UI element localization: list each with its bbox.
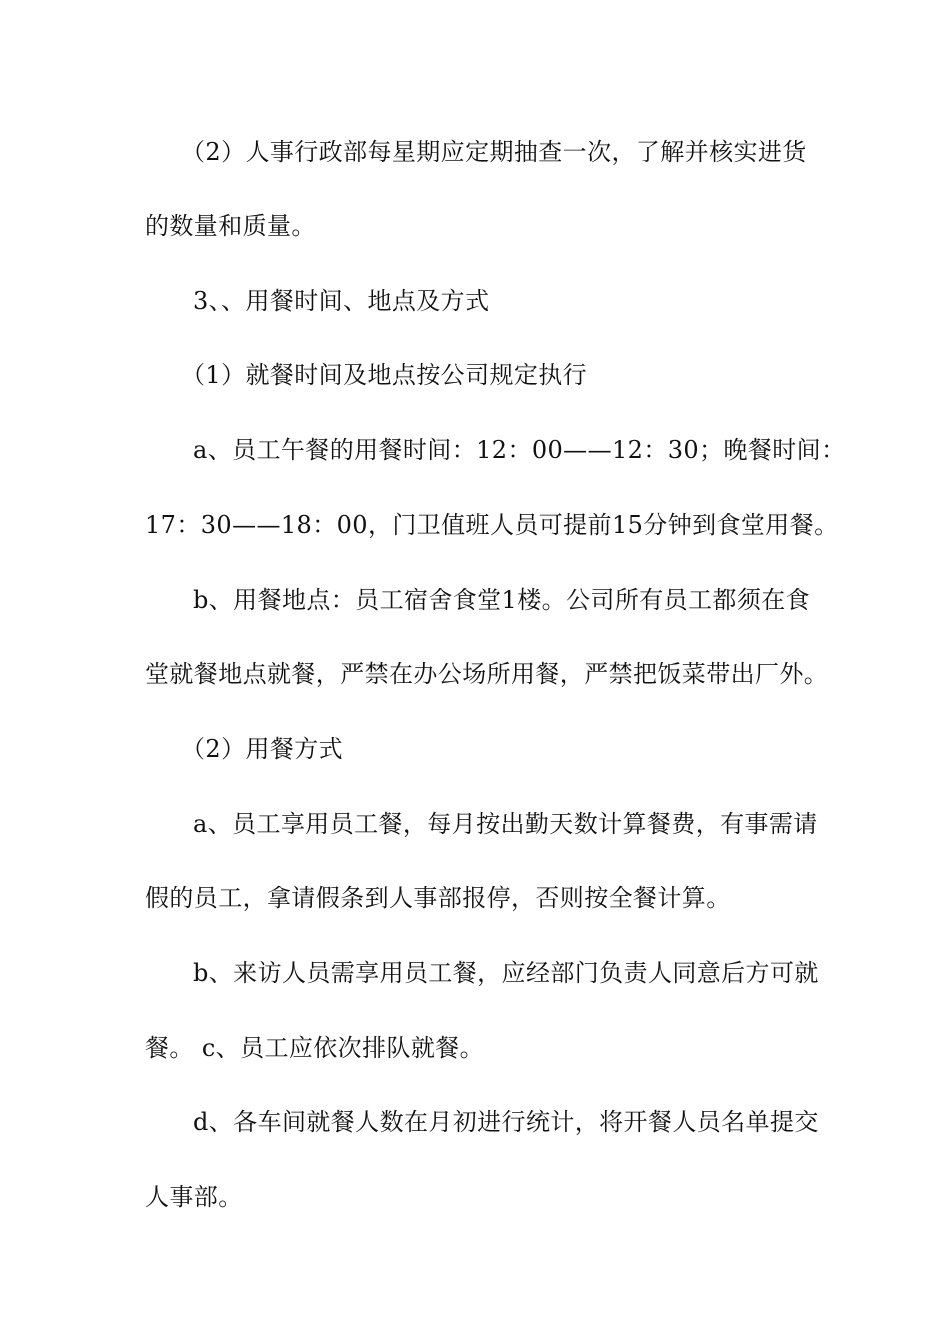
subsection-heading: （1）就餐时间及地点按公司规定执行 — [181, 361, 588, 389]
paragraph-line: 的数量和质量。 — [145, 212, 316, 240]
paragraph-line: a、员工享用员工餐，每月按出勤天数计算餐费，有事需请 — [193, 810, 818, 838]
subsection-heading: （2）用餐方式 — [181, 735, 344, 763]
paragraph-line: a、员工午餐的用餐时间：12：00——12：30；晚餐时间： — [193, 436, 846, 464]
paragraph-line: 堂就餐地点就餐，严禁在办公场所用餐，严禁把饭菜带出厂外。 — [145, 660, 829, 688]
paragraph-line: 假的员工，拿请假条到人事部报停，否则按全餐计算。 — [145, 884, 731, 912]
paragraph-line: d、各车间就餐人数在月初进行统计，将开餐人员名单提交 — [193, 1108, 819, 1136]
paragraph-line: 人事部。 — [145, 1183, 243, 1211]
paragraph-line: 餐。 c、员工应依次排队就餐。 — [145, 1034, 485, 1062]
section-heading: 3、、用餐时间、地点及方式 — [193, 287, 490, 315]
paragraph-line: b、用餐地点：员工宿舍食堂1楼。公司所有员工都须在食 — [193, 586, 811, 614]
paragraph-line: （2）人事行政部每星期应定期抽查一次，了解并核实进货 — [181, 138, 807, 166]
paragraph-line: b、来访人员需享用员工餐，应经部门负责人同意后方可就 — [193, 959, 819, 987]
paragraph-line: 17：30——18：00，门卫值班人员可提前15分钟到食堂用餐。 — [145, 511, 839, 539]
